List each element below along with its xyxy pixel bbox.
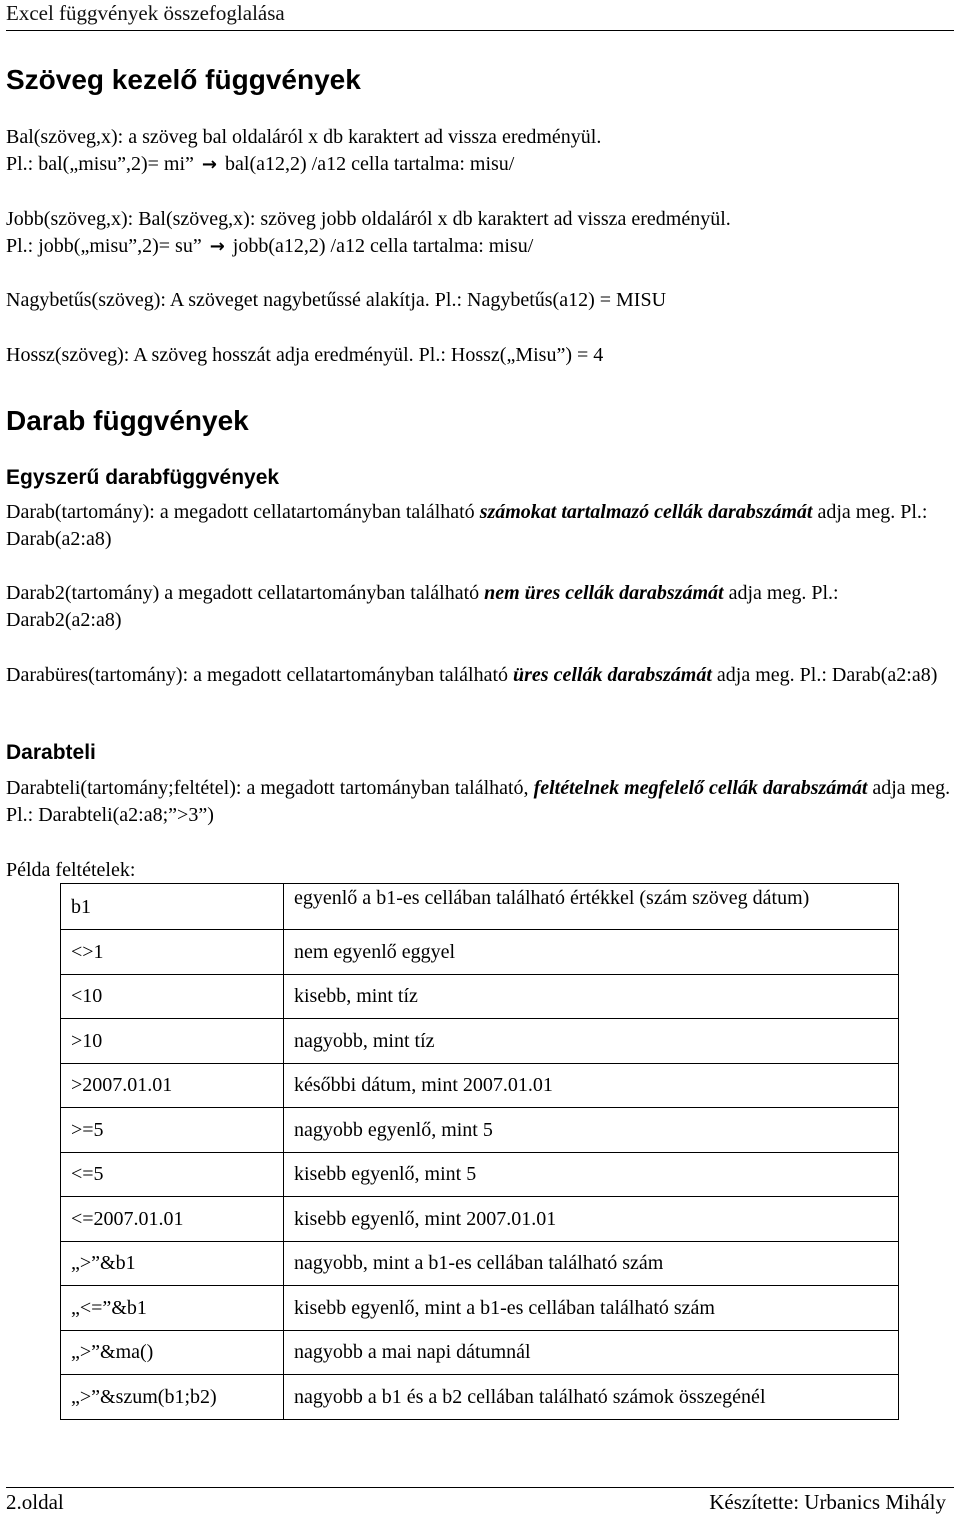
subheading-egyszeru: Egyszerű darabfüggvények [6, 466, 280, 489]
paragraph-jobb [6, 206, 956, 260]
condition-cell: <>1 [61, 930, 284, 975]
darabures-example: adja meg. Pl.: Darab(a2:a8) [711, 664, 938, 686]
heading-darab: Darab függvények [6, 405, 249, 436]
jobb-example-cell: jobb(a12,2) /a12 cella tartalma: misu/ [232, 235, 534, 257]
condition-description-cell [284, 884, 899, 930]
table-row [61, 884, 899, 930]
table-row [61, 1286, 899, 1331]
bal-example-cell: bal(a12,2) /a12 cella tartalma: misu/ [225, 153, 515, 175]
table-row [61, 1019, 899, 1064]
condition-cell: >=5 [61, 1108, 284, 1153]
condition-description-cell: nagyobb egyenlő, mint 5 [284, 1108, 899, 1153]
page-number: 2.oldal [6, 1490, 64, 1514]
condition-cell: >2007.01.01 [61, 1063, 284, 1108]
table-row [61, 1241, 899, 1286]
darab2-example: adja meg. Pl.: Darab2(a2:a8) [6, 582, 839, 631]
condition-description-cell: kisebb egyenlő, mint a b1-es cellában található szám [284, 1286, 899, 1331]
condition-cell: <=5 [61, 1152, 284, 1197]
condition-cell: <10 [61, 974, 284, 1019]
conditions-table [60, 883, 899, 1420]
paragraph-hossz: Hossz(szöveg): A szöveg hosszát adja eredményül. Pl.: Hossz(„Misu”) = 4 [6, 344, 604, 366]
heading-szoveg: Szöveg kezelő függvények [6, 64, 361, 95]
condition-description-cell: kisebb egyenlő, mint 5 [284, 1152, 899, 1197]
examples-label: Példa feltételek: [6, 859, 136, 881]
condition-cell: <=2007.01.01 [61, 1197, 284, 1242]
condition-cell: „>”&ma() [61, 1330, 284, 1375]
table-row [61, 1330, 899, 1375]
condition-description-cell: nagyobb a mai napi dátumnál [284, 1330, 899, 1375]
condition-cell: >10 [61, 1019, 284, 1064]
table-row [61, 930, 899, 975]
darabures-text: Darabüres(tartomány): a megadott cellatartományban található [6, 664, 514, 686]
arrow-right-icon: → [201, 154, 218, 175]
table-row [61, 1108, 899, 1153]
condition-description-cell: nagyobb a b1 és a b2 cellában található számok összegénél [284, 1375, 899, 1420]
paragraph-bal [6, 124, 956, 178]
arrow-right-icon: → [209, 236, 225, 257]
page-header [6, 0, 954, 31]
darab-text: Darab(tartomány): a megadott cellatartományban található [6, 501, 480, 523]
condition-description-cell: nem egyenlő eggyel [284, 930, 899, 975]
page-footer [6, 1487, 954, 1517]
darab2-emphasis: nem üres cellák darabszámát [484, 582, 724, 604]
table-row [61, 1375, 899, 1420]
darab-emphasis: számokat tartalmazó cellák darabszámát [479, 501, 813, 523]
paragraph-darab [6, 499, 956, 553]
condition-description-cell: nagyobb, mint a b1-es cellában található szám [284, 1241, 899, 1286]
condition-description-cell: későbbi dátum, mint 2007.01.01 [284, 1063, 899, 1108]
condition-cell: „>”&b1 [61, 1241, 284, 1286]
bal-definition: Bal(szöveg,x): a szöveg bal oldaláról x db karaktert ad vissza eredményül. [6, 126, 602, 148]
condition-description-text: egyenlő a b1-es cellában található értékkel (szám szöveg dátum) [294, 887, 810, 909]
paragraph-darabteli [6, 775, 956, 829]
condition-cell: b1 [61, 884, 284, 930]
condition-description-cell: kisebb egyenlő, mint 2007.01.01 [284, 1197, 899, 1242]
paragraph-darabures [6, 662, 956, 689]
darab2-text: Darab2(tartomány) a megadott cellatartományban található [6, 582, 485, 604]
darabteli-emphasis: feltételnek megfelelő cellák darabszámát [533, 777, 868, 799]
condition-description-cell: nagyobb, mint tíz [284, 1019, 899, 1064]
paragraph-nagybetus: Nagybetűs(szöveg): A szöveget nagybetűssé alakítja. Pl.: Nagybetűs(a12) = MISU [6, 289, 667, 311]
document-title: Excel függvények összefoglalása [6, 1, 285, 25]
author: Készítette: Urbanics Mihály [709, 1490, 946, 1514]
table-row [61, 1197, 899, 1242]
condition-cell: „<=”&b1 [61, 1286, 284, 1331]
darabteli-text: Darabteli(tartomány;feltétel): a megadott tartományban található, [6, 777, 534, 799]
heading-darabteli: Darabteli [6, 741, 96, 764]
table-row [61, 974, 899, 1019]
table-row [61, 1152, 899, 1197]
darabures-emphasis: üres cellák darabszámát [513, 664, 712, 686]
darabteli-example: adja meg. Pl.: Darabteli(a2:a8;”>3”) [6, 777, 951, 826]
table-row [61, 1063, 899, 1108]
bal-example: Pl.: bal(„misu”,2)= mi” [6, 153, 194, 175]
jobb-definition: Jobb(szöveg,x): Bal(szöveg,x): szöveg jobb oldaláról x db karaktert ad vissza eredményül. [6, 208, 731, 230]
condition-description-cell: kisebb, mint tíz [284, 974, 899, 1019]
darab-example: adja meg. Pl.: Darab(a2:a8) [6, 501, 928, 550]
jobb-example: Pl.: jobb(„misu”,2)= su” [6, 235, 202, 257]
condition-cell: „>”&szum(b1;b2) [61, 1375, 284, 1420]
paragraph-darab2 [6, 580, 956, 634]
